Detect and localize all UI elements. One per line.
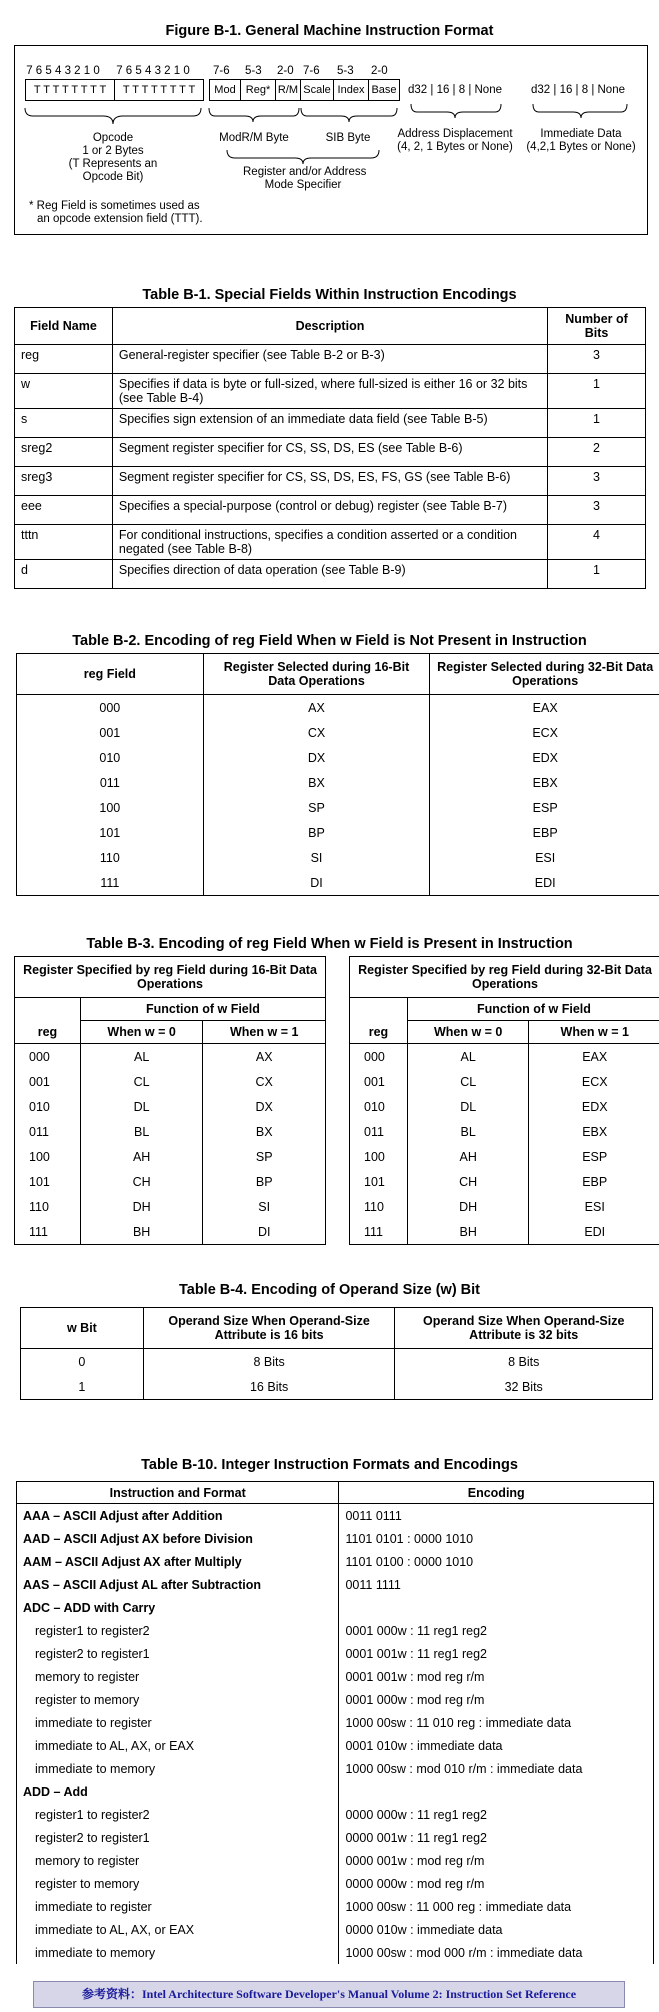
displacement-sizes: d32 | 16 | 8 | None <box>408 84 502 96</box>
bit-label: 5-3 <box>337 65 354 77</box>
bits-cell: 4 <box>548 525 646 560</box>
encoding-cell: 0001 000w : mod reg r/m <box>339 1688 654 1711</box>
reference-footer: 参考资料：Intel Architecture Software Developer's Manual Volume 2: Instruction Set Reference <box>33 1981 625 2008</box>
w1-cell: EBX <box>529 1119 659 1144</box>
table-row <box>350 1194 659 1219</box>
instruction-cell: memory to register <box>17 1665 339 1688</box>
opcode-byte-1: T T T T T T T T <box>25 79 115 101</box>
bit-label: 5-3 <box>245 65 262 77</box>
table-row <box>15 374 646 409</box>
encoding-cell <box>339 1780 654 1803</box>
description-cell: Specifies sign extension of an immediate data field (see Table B-5) <box>112 409 547 438</box>
opcode-label-line: (T Represents an <box>68 158 158 170</box>
instruction-cell: immediate to memory <box>17 1757 339 1780</box>
bit-label: 7 6 5 4 3 2 1 0 <box>26 65 100 77</box>
table-row <box>15 1219 326 1245</box>
operand-size-table <box>20 1307 653 1400</box>
encoding-cell: 0001 000w : 11 reg1 reg2 <box>339 1619 654 1642</box>
instruction-cell: immediate to register <box>17 1711 339 1734</box>
w1-cell: SP <box>203 1144 326 1169</box>
header-w0: When w = 0 <box>80 1021 203 1044</box>
displacement-label: Address Displacement <box>397 128 513 140</box>
reg-16bit-cell: CX <box>203 720 430 745</box>
w0-cell: BH <box>80 1219 203 1245</box>
bits-cell: 1 <box>548 374 646 409</box>
header-w1: When w = 1 <box>203 1021 326 1044</box>
table-row <box>350 1044 659 1070</box>
right-title: Register Specified by reg Field during 32-Bit Data Operations <box>350 957 659 998</box>
field-name-cell: eee <box>15 496 113 525</box>
reg-32bit-cell: ECX <box>430 720 659 745</box>
instruction-cell: immediate to AL, AX, or EAX <box>17 1918 339 1941</box>
w1-cell: EAX <box>529 1044 659 1070</box>
description-cell: Segment register specifier for CS, SS, DS, ES (see Table B-6) <box>112 438 547 467</box>
encoding-cell <box>339 1596 654 1619</box>
table-row <box>350 1144 659 1169</box>
w0-cell: CL <box>407 1069 529 1094</box>
table-row <box>17 1826 654 1849</box>
w-bit-cell: 0 <box>21 1349 144 1375</box>
table-row <box>17 1757 654 1780</box>
size-16-cell: 16 Bits <box>143 1374 395 1400</box>
table-row <box>17 820 659 845</box>
encoding-cell: 0000 000w : 11 reg1 reg2 <box>339 1803 654 1826</box>
description-cell: Specifies a special-purpose (control or debug) register (see Table B-7) <box>112 496 547 525</box>
reg-16bit-cell: BX <box>203 770 430 795</box>
reg-16bit-cell: SI <box>203 845 430 870</box>
encoding-cell: 1000 00sw : 11 010 reg : immediate data <box>339 1711 654 1734</box>
table-b1-title: Table B-1. Special Fields Within Instruction Encodings <box>142 287 517 303</box>
immediate-label: Immediate Data <box>540 128 622 140</box>
table-row <box>17 1642 654 1665</box>
sib-scale: Scale <box>300 79 334 101</box>
integer-instruction-table <box>16 1481 654 1964</box>
table-row <box>15 345 646 374</box>
bits-cell: 1 <box>548 560 646 589</box>
table-row <box>17 1688 654 1711</box>
table-row <box>17 1504 654 1528</box>
table-row <box>15 438 646 467</box>
w1-cell: ECX <box>529 1069 659 1094</box>
reg-cell: 110 <box>350 1194 408 1219</box>
bits-cell: 3 <box>548 467 646 496</box>
immediate-sizes: d32 | 16 | 8 | None <box>531 84 625 96</box>
reg-cell: 100 <box>350 1144 408 1169</box>
w0-cell: DL <box>407 1094 529 1119</box>
reg-field-cell: 011 <box>17 770 204 795</box>
reg-cell: 010 <box>15 1094 81 1119</box>
instruction-cell: memory to register <box>17 1849 339 1872</box>
reg-32bit-cell: ESP <box>430 795 659 820</box>
encoding-cell: 1101 0101 : 0000 1010 <box>339 1527 654 1550</box>
table-row <box>21 1374 653 1400</box>
field-name-cell: sreg3 <box>15 467 113 496</box>
table-row <box>17 1872 654 1895</box>
reg-field-note: * Reg Field is sometimes used as <box>29 200 200 212</box>
opcode-label-line: 1 or 2 Bytes <box>82 145 144 157</box>
reg-cell: 010 <box>350 1094 408 1119</box>
table-row <box>15 1069 326 1094</box>
table-row <box>17 1550 654 1573</box>
table-row <box>15 1119 326 1144</box>
bits-cell: 3 <box>548 345 646 374</box>
field-name-cell: s <box>15 409 113 438</box>
table-row <box>17 1596 654 1619</box>
reg-cell: 101 <box>350 1169 408 1194</box>
sib-index: Index <box>333 79 369 101</box>
immediate-label-line: (4,2,1 Bytes or None) <box>526 141 636 153</box>
table-row <box>17 1665 654 1688</box>
bits-cell: 3 <box>548 496 646 525</box>
reg-16bit-cell: DX <box>203 745 430 770</box>
table-row <box>350 1219 659 1245</box>
table-row <box>17 1573 654 1596</box>
table-row <box>15 560 646 589</box>
encoding-cell: 1000 00sw : 11 000 reg : immediate data <box>339 1895 654 1918</box>
reg-cell: 011 <box>15 1119 81 1144</box>
w1-cell: EBP <box>529 1169 659 1194</box>
w-bit-cell: 1 <box>21 1374 144 1400</box>
table-row <box>17 1619 654 1642</box>
field-name-cell: tttn <box>15 525 113 560</box>
instruction-cell: AAD – ASCII Adjust AX before Division <box>17 1527 339 1550</box>
specifier-label: Register and/or Address <box>243 166 367 178</box>
w0-cell: DL <box>80 1094 203 1119</box>
description-cell: Segment register specifier for CS, SS, DS, ES, FS, GS (see Table B-6) <box>112 467 547 496</box>
table-row <box>17 1941 654 1964</box>
table-row <box>17 695 659 721</box>
table-row <box>17 1527 654 1550</box>
header-w1: When w = 1 <box>529 1021 659 1044</box>
table-row <box>17 1895 654 1918</box>
reg-16bit-cell: BP <box>203 820 430 845</box>
header-encoding: Encoding <box>339 1482 654 1504</box>
w1-cell: AX <box>203 1044 326 1070</box>
table-b3-title: Table B-3. Encoding of reg Field When w Field is Present in Instruction <box>86 936 573 952</box>
instruction-cell: ADD – Add <box>17 1780 339 1803</box>
table-row <box>17 1803 654 1826</box>
reg-field-cell: 110 <box>17 845 204 870</box>
encoding-cell: 0000 010w : immediate data <box>339 1918 654 1941</box>
table-row <box>17 1849 654 1872</box>
table-row <box>17 870 659 896</box>
encoding-cell: 1000 00sw : mod 010 r/m : immediate data <box>339 1757 654 1780</box>
table-row <box>350 1119 659 1144</box>
reg-field-cell: 111 <box>17 870 204 896</box>
reg-16bit-cell: DI <box>203 870 430 896</box>
reg-32bit-cell: ESI <box>430 845 659 870</box>
opcode-label: Opcode <box>92 132 134 144</box>
table-row <box>17 770 659 795</box>
reg-field-table <box>16 653 659 896</box>
w1-cell: ESI <box>529 1194 659 1219</box>
special-fields-table <box>14 307 646 589</box>
instruction-cell: immediate to register <box>17 1895 339 1918</box>
w1-cell: EDX <box>529 1094 659 1119</box>
reg-cell: 101 <box>15 1169 81 1194</box>
w1-cell: EDI <box>529 1219 659 1245</box>
opcode-label-line: Opcode Bit) <box>82 171 144 183</box>
size-32-cell: 8 Bits <box>395 1349 653 1375</box>
instruction-cell: AAM – ASCII Adjust AX after Multiply <box>17 1550 339 1573</box>
instruction-cell: register2 to register1 <box>17 1826 339 1849</box>
table-row <box>15 496 646 525</box>
specifier-label-line: Mode Specifier <box>264 179 342 191</box>
reg-cell: 000 <box>350 1044 408 1070</box>
header-w0: When w = 0 <box>407 1021 529 1044</box>
table-row <box>350 1094 659 1119</box>
table-row <box>15 1094 326 1119</box>
encoding-cell: 0001 010w : immediate data <box>339 1734 654 1757</box>
reg-32bit-cell: EDX <box>430 745 659 770</box>
w0-cell: BL <box>407 1119 529 1144</box>
reg-16bit-cell: SP <box>203 795 430 820</box>
reg-32bit-cell: EBP <box>430 820 659 845</box>
reg-field-cell: 010 <box>17 745 204 770</box>
instruction-cell: register to memory <box>17 1872 339 1895</box>
header-number-of-bits: Number of Bits <box>548 308 646 345</box>
table-b10-title: Table B-10. Integer Instruction Formats and Encodings <box>141 1457 518 1473</box>
reg-field-cell: 001 <box>17 720 204 745</box>
table-row <box>17 795 659 820</box>
reg-field-note-line: an opcode extension field (TTT). <box>37 213 203 225</box>
w1-cell: DX <box>203 1094 326 1119</box>
description-cell: For conditional instructions, specifies a condition asserted or a condition negated (see Table B-8) <box>112 525 547 560</box>
modrm-rm: R/M <box>275 79 301 101</box>
bit-label: 7-6 <box>213 65 230 77</box>
encoding-cell: 0001 001w : mod reg r/m <box>339 1665 654 1688</box>
reg-field-32bit-table <box>349 956 659 1245</box>
table-b4-title: Table B-4. Encoding of Operand Size (w) Bit <box>178 1282 481 1298</box>
reg-cell: 000 <box>15 1044 81 1070</box>
size-16-cell: 8 Bits <box>143 1349 395 1375</box>
w1-cell: BX <box>203 1119 326 1144</box>
bits-cell: 2 <box>548 438 646 467</box>
encoding-cell: 0011 1111 <box>339 1573 654 1596</box>
table-row <box>17 1918 654 1941</box>
instruction-cell: AAS – ASCII Adjust AL after Subtraction <box>17 1573 339 1596</box>
encoding-cell: 0001 001w : 11 reg1 reg2 <box>339 1642 654 1665</box>
reg-cell: 111 <box>15 1219 81 1245</box>
description-cell: General-register specifier (see Table B-2 or B-3) <box>112 345 547 374</box>
w1-cell: SI <box>203 1194 326 1219</box>
bit-label: 2-0 <box>371 65 388 77</box>
w0-cell: CL <box>80 1069 203 1094</box>
table-row <box>15 1144 326 1169</box>
opcode-byte-2: T T T T T T T T <box>114 79 204 101</box>
modrm-label: ModR/M Byte <box>219 132 289 144</box>
reg-32bit-cell: EBX <box>430 770 659 795</box>
table-row <box>350 1169 659 1194</box>
size-32-cell: 32 Bits <box>395 1374 653 1400</box>
modrm-reg: Reg* <box>240 79 276 101</box>
w0-cell: DH <box>80 1194 203 1219</box>
reg-32bit-cell: EDI <box>430 870 659 896</box>
header-instruction: Instruction and Format <box>17 1482 339 1504</box>
description-cell: Specifies direction of data operation (see Table B-9) <box>112 560 547 589</box>
displacement-label-line: (4, 2, 1 Bytes or None) <box>397 141 513 153</box>
reg-cell: 100 <box>15 1144 81 1169</box>
table-row <box>15 409 646 438</box>
instruction-cell: AAA – ASCII Adjust after Addition <box>17 1504 339 1528</box>
modrm-mod: Mod <box>209 79 241 101</box>
w0-cell: BH <box>407 1219 529 1245</box>
header-field-name: Field Name <box>15 308 113 345</box>
figure-title: Figure B-1. General Machine Instruction Format <box>165 23 494 39</box>
header-reg-field: reg Field <box>17 654 204 695</box>
reg-cell: 001 <box>15 1069 81 1094</box>
reg-field-cell: 101 <box>17 820 204 845</box>
reg-field-cell: 000 <box>17 695 204 721</box>
reg-32bit-cell: EAX <box>430 695 659 721</box>
w0-cell: BL <box>80 1119 203 1144</box>
field-name-cell: w <box>15 374 113 409</box>
reg-cell: 111 <box>350 1219 408 1245</box>
reg-cell: 001 <box>350 1069 408 1094</box>
encoding-cell: 0000 001w : mod reg r/m <box>339 1849 654 1872</box>
w1-cell: BP <box>203 1169 326 1194</box>
table-row <box>17 1780 654 1803</box>
table-row <box>17 1711 654 1734</box>
header-32bit: Register Selected during 32-Bit Data Operations <box>430 654 659 695</box>
instruction-cell: register2 to register1 <box>17 1642 339 1665</box>
header-reg: reg <box>350 1021 408 1044</box>
field-name-cell: d <box>15 560 113 589</box>
instruction-cell: ADC – ADD with Carry <box>17 1596 339 1619</box>
table-row <box>15 1044 326 1070</box>
bit-label: 7-6 <box>303 65 320 77</box>
table-row <box>15 467 646 496</box>
sib-label: SIB Byte <box>325 132 371 144</box>
header-16bit: Register Selected during 16-Bit Data Operations <box>203 654 430 695</box>
encoding-cell: 0000 001w : 11 reg1 reg2 <box>339 1826 654 1849</box>
header-16bit-attr: Operand Size When Operand-Size Attribute is 16 bits <box>143 1308 395 1349</box>
w0-cell: AH <box>80 1144 203 1169</box>
instruction-format-figure <box>14 45 648 235</box>
description-cell: Specifies if data is byte or full-sized, where full-sized is either 16 or 32 bits (see Table B-4) <box>112 374 547 409</box>
encoding-cell: 0011 0111 <box>339 1504 654 1528</box>
sib-base: Base <box>368 79 400 101</box>
reg-cell: 011 <box>350 1119 408 1144</box>
table-row <box>15 1194 326 1219</box>
instruction-cell: immediate to AL, AX, or EAX <box>17 1734 339 1757</box>
w0-cell: CH <box>80 1169 203 1194</box>
function-header: Function of w Field <box>407 998 659 1021</box>
reg-field-16bit-table <box>14 956 326 1245</box>
table-row <box>21 1349 653 1375</box>
instruction-cell: register1 to register2 <box>17 1803 339 1826</box>
field-name-cell: sreg2 <box>15 438 113 467</box>
bit-label: 2-0 <box>277 65 294 77</box>
w0-cell: CH <box>407 1169 529 1194</box>
instruction-cell: register to memory <box>17 1688 339 1711</box>
table-row <box>17 1734 654 1757</box>
table-row <box>350 1069 659 1094</box>
bits-cell: 1 <box>548 409 646 438</box>
left-title: Register Specified by reg Field during 16-Bit Data Operations <box>15 957 326 998</box>
table-row <box>15 525 646 560</box>
w0-cell: AL <box>80 1044 203 1070</box>
table-row <box>15 1169 326 1194</box>
bit-label: 7 6 5 4 3 2 1 0 <box>116 65 190 77</box>
encoding-cell: 0000 000w : mod reg r/m <box>339 1872 654 1895</box>
header-32bit-attr: Operand Size When Operand-Size Attribute is 32 bits <box>395 1308 653 1349</box>
table-row <box>17 720 659 745</box>
w1-cell: CX <box>203 1069 326 1094</box>
function-header: Function of w Field <box>80 998 325 1021</box>
header-description: Description <box>112 308 547 345</box>
header-reg: reg <box>15 1021 81 1044</box>
field-name-cell: reg <box>15 345 113 374</box>
w1-cell: DI <box>203 1219 326 1245</box>
reg-16bit-cell: AX <box>203 695 430 721</box>
table-row <box>17 745 659 770</box>
w0-cell: DH <box>407 1194 529 1219</box>
table-b2-title: Table B-2. Encoding of reg Field When w Field is Not Present in Instruction <box>72 633 587 649</box>
reg-field-cell: 100 <box>17 795 204 820</box>
table-row <box>17 845 659 870</box>
encoding-cell: 1101 0100 : 0000 1010 <box>339 1550 654 1573</box>
w0-cell: AH <box>407 1144 529 1169</box>
instruction-cell: register1 to register2 <box>17 1619 339 1642</box>
w1-cell: ESP <box>529 1144 659 1169</box>
reg-cell: 110 <box>15 1194 81 1219</box>
instruction-cell: immediate to memory <box>17 1941 339 1964</box>
w0-cell: AL <box>407 1044 529 1070</box>
header-w-bit: w Bit <box>21 1308 144 1349</box>
encoding-cell: 1000 00sw : mod 000 r/m : immediate data <box>339 1941 654 1964</box>
